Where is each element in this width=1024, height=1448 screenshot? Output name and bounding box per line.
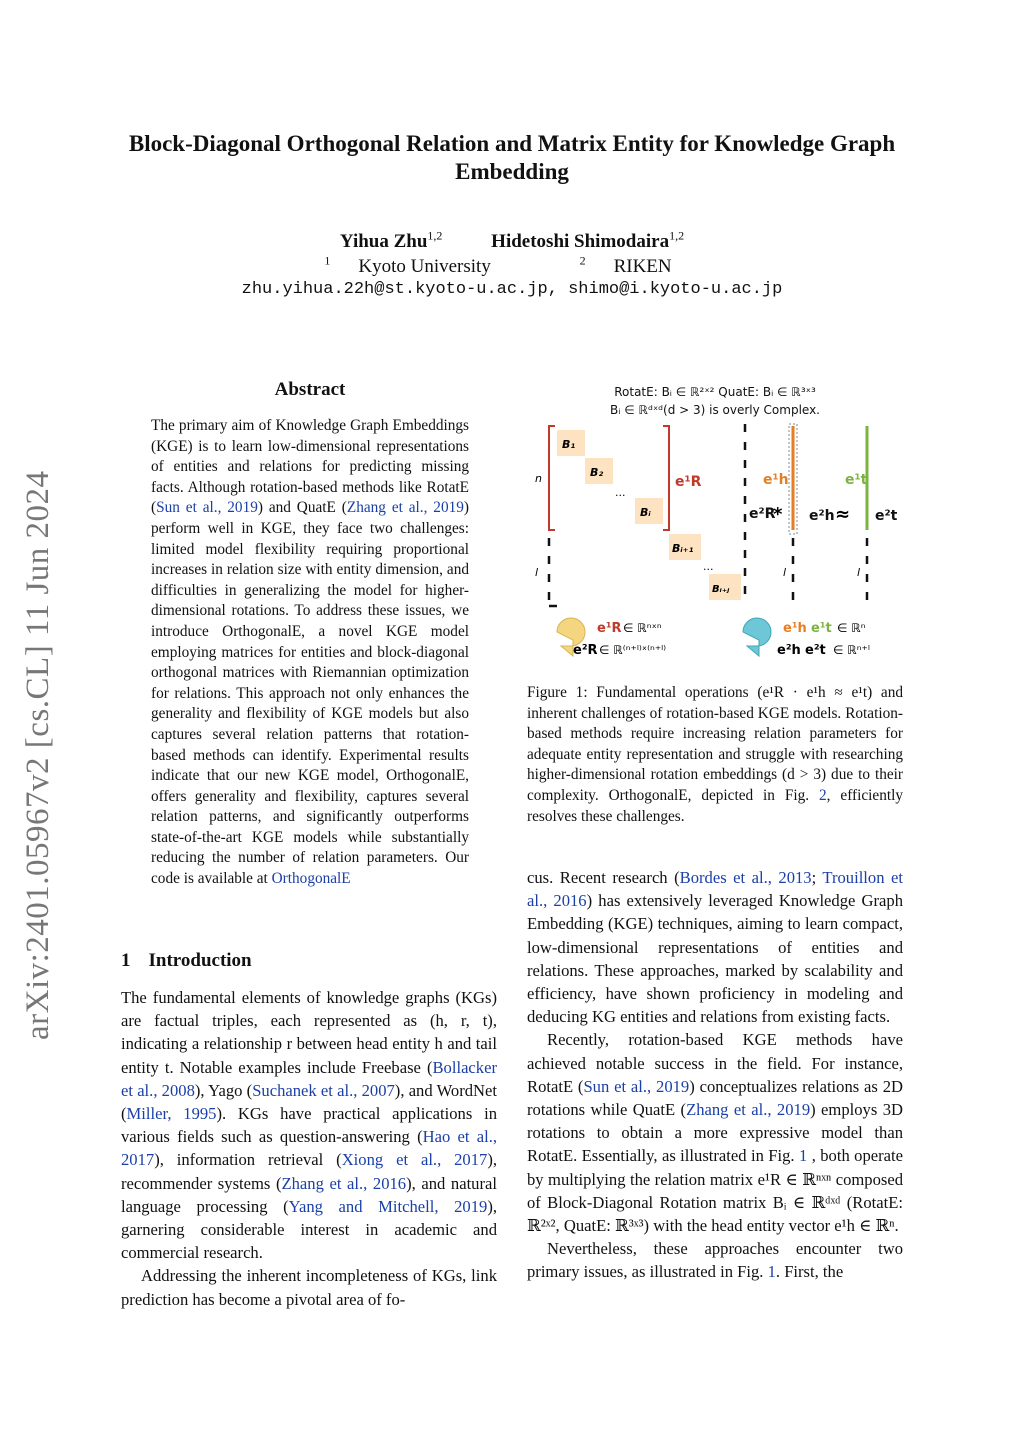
- author-list: [120, 229, 904, 253]
- left-bottom-set2: ∈ ℝ⁽ⁿ⁺ˡ⁾ˣ⁽ⁿ⁺ˡ⁾: [599, 643, 667, 657]
- block-b1-label: B₁: [562, 438, 576, 451]
- citation-link[interactable]: Xiong et al., 2017: [341, 1150, 488, 1170]
- citation-link[interactable]: Trouillon et al., 2016: [527, 868, 903, 911]
- citation-link[interactable]: Sun et al., 2019: [583, 1076, 690, 1096]
- tail-label-e2t: e²t: [875, 508, 898, 524]
- left-bottom-e2r: e²R: [573, 643, 598, 658]
- tail-label-e1t: e¹t: [845, 472, 868, 488]
- citation-link[interactable]: Zhang et al., 2016: [281, 1173, 407, 1193]
- left-bottom-set1: ∈ ℝⁿˣⁿ: [623, 621, 662, 635]
- n-label: n: [535, 472, 542, 485]
- citation-link[interactable]: Zhang et al., 2019: [686, 1100, 811, 1120]
- section-heading: 1 Introduction: [121, 950, 252, 971]
- affiliation-2: $^2$ RIKEN: [579, 254, 672, 278]
- paragraph: cus. Recent research (Bordes et al., 2013; Trouillon et al., 2016) has extensively leveraged Knowledge Graph Embedding (KGE) techniques, aiming to learn compact, low-dimensional representations of entities and relations. These approaches, marked by scalability and efficiency, have shown proficiency in modeling and deducing KG entities and relations from existing facts.: [527, 868, 903, 1027]
- intro-left-column: [121, 986, 497, 1311]
- citation-link[interactable]: Yang and Mitchell, 2019: [288, 1196, 488, 1216]
- right-bottom-e2h: e²h: [777, 643, 801, 658]
- right-bottom-e1t: e¹t: [811, 621, 832, 636]
- ellipsis: ...: [615, 486, 626, 499]
- author-emails: zhu.yihua.22h@st.kyoto-u.ac.jp, shimo@i.kyoto-u.ac.jp: [241, 280, 783, 299]
- figure-link[interactable]: 1: [798, 1146, 808, 1166]
- paragraph: Addressing the inherent incompleteness of KGs, link prediction has become a pivotal area of fo-: [121, 1266, 497, 1309]
- head-label-e2h: e²h: [809, 508, 835, 524]
- relation-bracket-top: [549, 426, 555, 530]
- paragraph: Nevertheless, these approaches encounter two primary issues, as illustrated in Fig. 1. First, the: [527, 1239, 903, 1282]
- citation-link[interactable]: Suchanek et al., 2007: [252, 1080, 395, 1100]
- figure-1: [527, 378, 903, 668]
- l-label: l: [783, 566, 787, 579]
- figure-caption: Figure 1: Fundamental operations (e¹R · e¹h ≈ e¹t) and inherent challenges of rotation-based KGE models. Rotation-based methods require increasing relation parameters for adequate entity representation and struggle with researching higher-dimensional rotation embeddings (d > 3) due to their complexity. OrthogonalE, depicted in Fig. 2, efficiently resolves these challenges.: [527, 684, 903, 825]
- approx-operator: ≈: [835, 504, 851, 525]
- block-bi-label: Bᵢ: [640, 506, 651, 519]
- l-label: l: [535, 566, 539, 579]
- figure-link[interactable]: 2: [819, 786, 827, 804]
- ellipsis: ...: [703, 560, 714, 573]
- star-operator: *: [773, 504, 783, 525]
- citation-link[interactable]: Hao et al., 2017: [121, 1127, 497, 1170]
- intro-right-column: [527, 866, 903, 1284]
- affiliation-1: $^1$ Kyoto University: [324, 254, 491, 278]
- author-1: Yihua Zhu$^{1,2}$: [339, 229, 443, 253]
- citation-link[interactable]: Bordes et al., 2013: [679, 868, 812, 887]
- l-label: l: [857, 566, 861, 579]
- right-bottom-set2: ∈ ℝⁿ⁺ˡ: [833, 643, 870, 657]
- paragraph: Recently, rotation-based KGE methods have achieved notable success in the field. For instance, RotatE (Sun et al., 2019) conceptualizes relations as 2D rotations while QuatE (Zhang et al., 2019) employs 3D rotations to obtain a more expressive model than RotatE. Essentially, as illustrated in Fig. 1 , both operate by multiplying the relation matrix e¹R ∈ ℝⁿˣⁿ composed of Block-Diagonal Rotation matrix Bᵢ ∈ ℝᵈˣᵈ (RotatE: ℝ²ˣ², QuatE: ℝ³ˣ³) with the head entity vector e¹h ∈ ℝⁿ.: [527, 1030, 903, 1236]
- right-bottom-set1: ∈ ℝⁿ: [837, 621, 866, 635]
- block-bij-label: Bᵢ₊ⱼ: [712, 584, 730, 595]
- block-bi1-label: Bᵢ₊₁: [672, 542, 694, 555]
- code-link[interactable]: OrthogonalE: [271, 870, 351, 888]
- right-cycle-arrow: [743, 618, 771, 656]
- head-label-e1h: e¹h: [763, 472, 789, 488]
- citation-link[interactable]: Bollacker et al., 2008: [121, 1057, 497, 1100]
- arxiv-identifier: arXiv:2401.05967v2 [cs.CL] 11 Jun 2024: [20, 470, 56, 1040]
- abstract-body: The primary aim of Knowledge Graph Embeddings (KGE) is to learn low-dimensional representations of entities and relations for predicting missing facts. Although rotation-based methods like RotatE (Sun et al., 2019) and QuatE (Zhang et al., 2019) perform well in KGE, they face two challenges: limited model flexibility requiring proportional increases in relation size with entity dimension, and difficulties in generalizing the model for higher-dimensional rotations. To address these issues, we introduce OrthogonalE, a novel KGE model employing matrices for entities and block-diagonal orthogonal matrices with Riemannian optimization for relations. This approach not only enhances the generality and flexibility of KGE models but also captures several relation patterns that rotation-based methods can identify. Experimental results indicate that our new KGE model, OrthogonalE, offers generality and flexibility, captures several relation patterns, and significantly outperforms state-of-the-art KGE models while substantially reducing the number of relation parameters. Our code is available at OrthogonalE: [151, 417, 469, 888]
- right-bottom-e1h: e¹h: [783, 621, 807, 636]
- author-2: Hidetoshi Shimodaira$^{1,2}$: [491, 229, 685, 253]
- citation-link[interactable]: Miller, 1995: [126, 1104, 217, 1124]
- relation-label-e2r: e²R: [749, 506, 776, 522]
- relation-label-e1r: e¹R: [675, 474, 702, 490]
- left-bottom-e1r: e¹R: [597, 621, 622, 636]
- right-bottom-e2t: e²t: [805, 643, 826, 658]
- figure-top-line-1: RotatE: Bᵢ ∈ ℝ²ˣ² QuatE: Bᵢ ∈ ℝ³ˣ³: [614, 385, 816, 399]
- block-b2-label: B₂: [590, 466, 604, 479]
- paragraph: The fundamental elements of knowledge graphs (KGs) are factual triples, each represented as (h, r, t), indicating a relationship r between head entity h and tail entity t. Notable examples include Freebase (Bollacker et al., 2008), Yago (Suchanek et al., 2007), and WordNet (Miller, 1995). KGs have practical applications in various fields such as question-answering (Hao et al., 2017), information retrieval (Xiong et al., 2017), recommender systems (Zhang et al., 2016), and natural language processing (Yang and Mitchell, 2019), garnering considerable interest in academic and commercial research.: [121, 988, 498, 1263]
- figure-top-line-2: Bᵢ ∈ ℝᵈˣᵈ(d > 3) is overly Complex.: [610, 403, 820, 417]
- paper-title: Block-Diagonal Orthogonal Relation and Matrix Entity for Knowledge Graph Embedding: [128, 131, 896, 184]
- citation-link[interactable]: Zhang et al., 2019: [346, 499, 464, 517]
- citation-link[interactable]: Sun et al., 2019: [156, 499, 258, 517]
- affiliations: [120, 254, 904, 278]
- figure-link[interactable]: 1: [767, 1262, 776, 1282]
- abstract-heading: Abstract: [274, 379, 346, 400]
- relation-bracket-top-right: [663, 426, 669, 530]
